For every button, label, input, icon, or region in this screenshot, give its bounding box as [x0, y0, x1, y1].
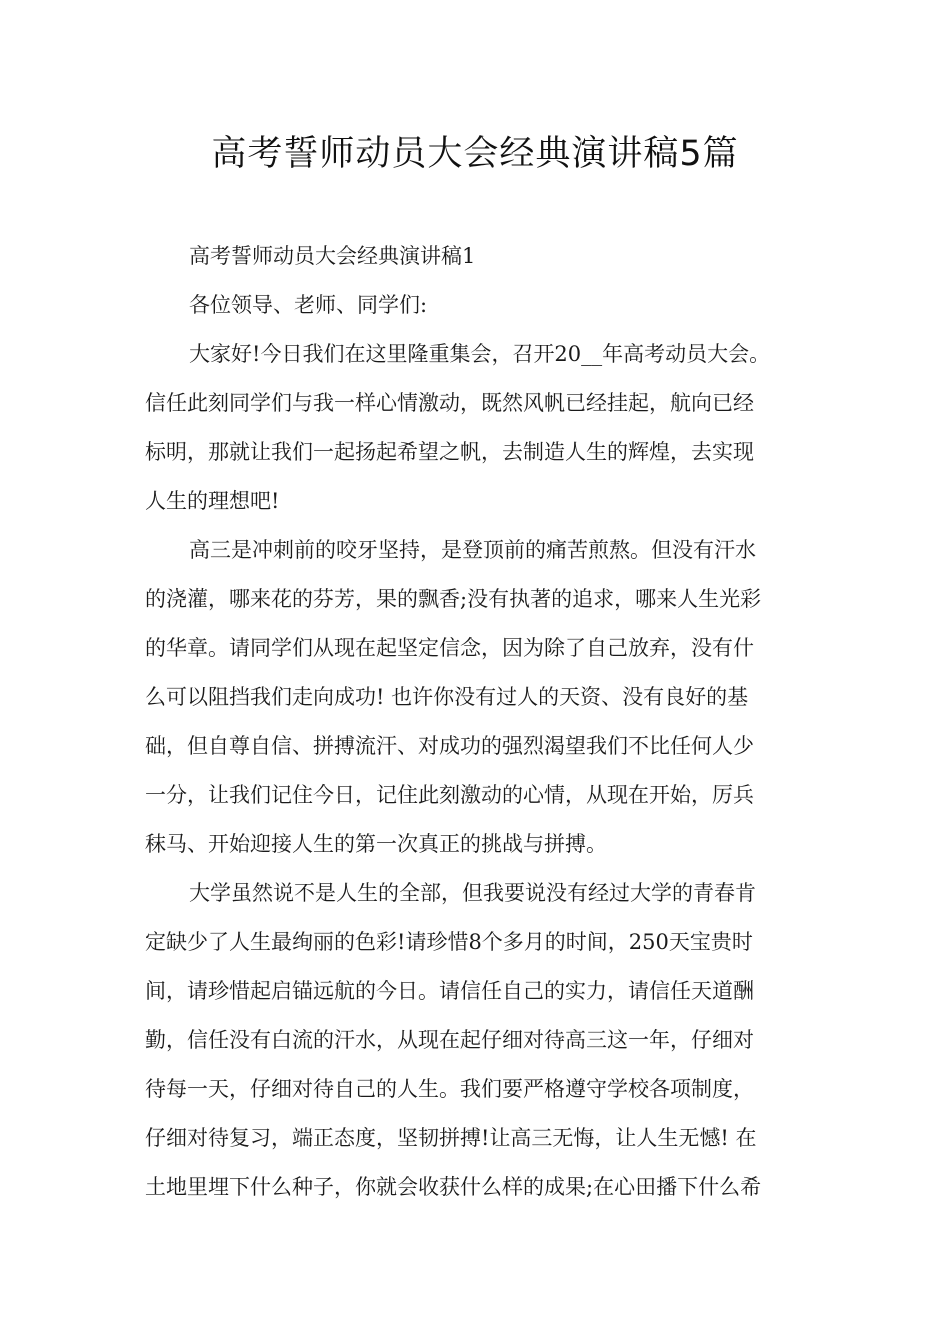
- document-body: [145, 232, 810, 1212]
- paragraph-line: 标明，那就让我们一起扬起希望之帆，去制造人生的辉煌，去实现: [145, 440, 754, 464]
- paragraph-line: 础，但自尊自信、拼搏流汗、对成功的强烈渴望我们不比任何人少: [145, 734, 754, 758]
- paragraph-line: 的华章。请同学们从现在起坚定信念，因为除了自己放弃，没有什: [145, 636, 754, 660]
- paragraph-line: 信任此刻同学们与我一样心情激动，既然风帆已经挂起，航向已经: [145, 391, 754, 415]
- paragraph-line: 大家好!今日我们在这里隆重集会，召开20__年高考动员大会。: [189, 342, 771, 366]
- paragraph-line: 土地里埋下什么种子，你就会收获什么样的成果;在心田播下什么希: [145, 1175, 762, 1199]
- document-title: 高考誓师动员大会经典演讲稿5篇: [211, 134, 739, 174]
- paragraph-line: 高三是冲刺前的咬牙坚持，是登顶前的痛苦煎熬。但没有汗水: [189, 538, 756, 562]
- paragraph-line: 间，请珍惜起启锚远航的今日。请信任自己的实力，请信任天道酬: [145, 979, 754, 1003]
- salutation: 各位领导、老师、同学们:: [189, 293, 428, 317]
- paragraph-2: [145, 526, 810, 869]
- paragraph-line: 一分，让我们记住今日，记住此刻激动的心情，从现在开始，厉兵: [145, 783, 754, 807]
- paragraph-line: 待每一天，仔细对待自己的人生。我们要严格遵守学校各项制度，: [145, 1077, 754, 1101]
- paragraph-line: 勤，信任没有白流的汗水，从现在起仔细对待高三这一年，仔细对: [145, 1028, 754, 1052]
- section-heading: 高考誓师动员大会经典演讲稿1: [189, 244, 476, 268]
- paragraph-line: 人生的理想吧!: [145, 489, 280, 513]
- paragraph-1: [145, 330, 810, 526]
- paragraph-line: 秣马、开始迎接人生的第一次真正的挑战与拼搏。: [145, 832, 607, 856]
- paragraph-line: 定缺少了人生最绚丽的色彩!请珍惜8个多月的时间，250天宝贵时: [145, 930, 753, 954]
- paragraph-line: 仔细对待复习，端正态度，坚韧拼搏!让高三无悔，让人生无憾! 在: [145, 1126, 757, 1150]
- paragraph-line: 么可以阻挡我们走向成功! 也许你没有过人的天资、没有良好的基: [145, 685, 749, 709]
- paragraph-line: 的浇灌，哪来花的芬芳，果的飘香;没有执著的追求，哪来人生光彩: [145, 587, 762, 611]
- paragraph-line: 大学虽然说不是人生的全部，但我要说没有经过大学的青春肯: [189, 881, 756, 905]
- paragraph-3: [145, 869, 810, 1212]
